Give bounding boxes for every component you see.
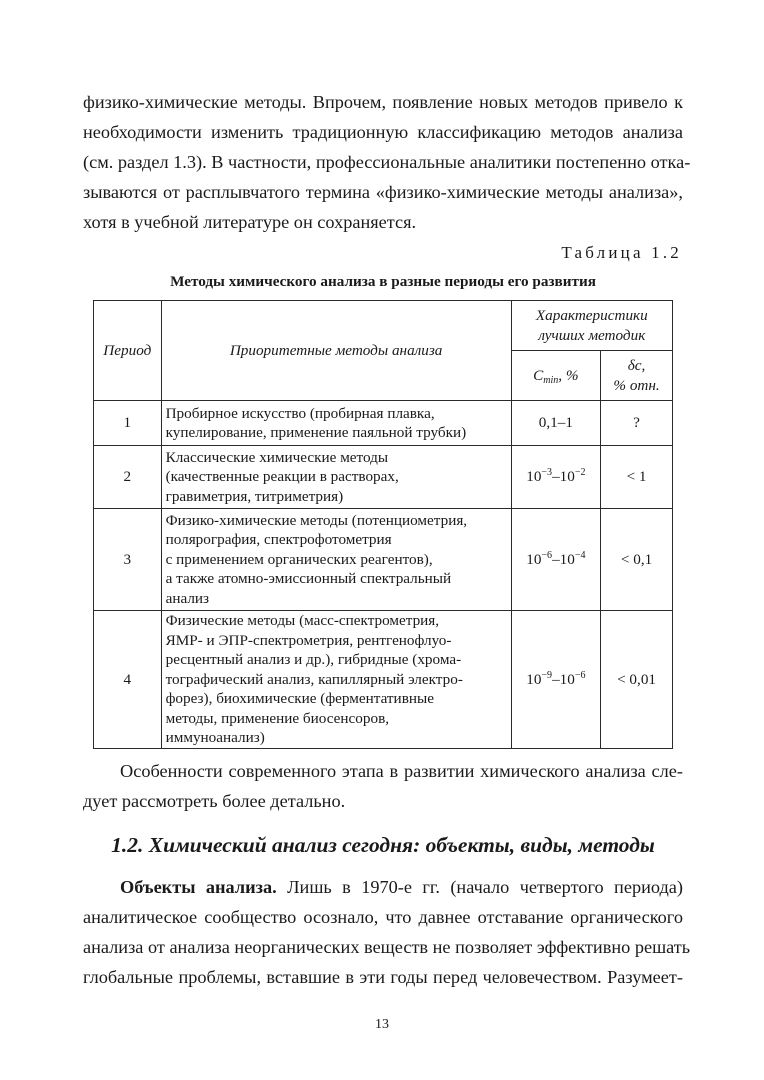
cell-dc: ? — [601, 401, 673, 446]
cell-methods-line: ресцентный анализ и др.), гибридные (хрома- — [165, 651, 462, 669]
methods-table — [93, 300, 673, 749]
header-cmin-subscript: min — [543, 374, 559, 386]
body-text-line: анализа от анализа неорганических веществ не позволяет эффективно решать — [83, 937, 691, 957]
cell-cmin — [511, 611, 600, 749]
cmin-dash: – — [552, 468, 560, 486]
cmin-dash: – — [552, 670, 560, 688]
header-cmin — [511, 351, 600, 401]
cmin-base: 10 — [526, 670, 542, 688]
table-row — [94, 509, 673, 611]
cmin-base: 10 — [559, 670, 575, 688]
cmin-exponent: −3 — [541, 467, 553, 479]
cell-cmin — [511, 509, 600, 611]
body-text-line: необходимости изменить традиционную классификацию методов анализа — [83, 122, 683, 142]
header-characteristics-line: Характеристики — [535, 307, 648, 324]
header-characteristics-line: лучших методик — [538, 326, 646, 344]
body-text-line: хотя в учебной литературе он сохраняется. — [83, 212, 417, 232]
cell-methods-line: купелирование, применение паяльной трубки) — [165, 424, 467, 441]
body-text-line — [120, 872, 683, 902]
table-header-row — [94, 301, 673, 351]
cmin-exponent: −9 — [541, 669, 553, 681]
cmin-exponent: −6 — [574, 669, 586, 681]
cell-methods — [161, 401, 511, 446]
cmin-base: 10 — [526, 468, 542, 486]
header-methods: Приоритетные методы анализа — [161, 301, 511, 401]
table-row — [94, 446, 673, 509]
header-cmin-symbol: C — [533, 366, 544, 384]
cmin-exponent: −2 — [574, 467, 586, 479]
cell-methods — [161, 611, 511, 749]
cell-dc: < 0,01 — [601, 611, 673, 749]
paragraph-lead: Объекты анализа. — [120, 877, 277, 897]
cell-methods-line: полярография, спектрофотометрия — [165, 531, 392, 549]
body-text-line: (см. раздел 1.3). В частности, профессиональные аналитики постепенно отка- — [83, 152, 691, 172]
header-dc-line: % отн. — [613, 376, 660, 394]
cmin-exponent: −4 — [574, 549, 586, 561]
cell-methods-line: Пробирное искусство (пробирная плавка, — [165, 404, 435, 422]
header-cmin-unit: , % — [558, 366, 579, 384]
table-row — [94, 611, 673, 749]
cmin-base: 10 — [559, 468, 575, 486]
cell-period: 1 — [94, 401, 162, 446]
cell-cmin: 0,1–1 — [511, 401, 600, 446]
body-text-line: дует рассмотреть более детально. — [83, 791, 346, 811]
cell-dc: < 0,1 — [601, 509, 673, 611]
body-text-line: физико-химические методы. Впрочем, появление новых методов привело к — [83, 92, 683, 112]
body-text-line: аналитическое сообщество осознало, что давнее отставание органического — [83, 907, 683, 927]
table-row — [94, 401, 673, 446]
cell-methods-line: тографический анализ, капиллярный электро- — [165, 670, 463, 688]
cmin-base: 10 — [526, 550, 542, 568]
paragraph-lead-rest: Лишь в 1970-е гг. (начало четвертого периода) — [276, 877, 683, 897]
cell-methods — [161, 446, 511, 509]
cell-methods-line: гравиметрия, титриметрия) — [165, 487, 344, 505]
section-heading: 1.2. Химический анализ сегодня: объекты, виды, методы — [111, 833, 655, 857]
body-text-line: зываются от расплывчатого термина «физико-химические методы анализа», — [83, 182, 683, 202]
cmin-exponent: −6 — [541, 549, 553, 561]
header-period: Период — [94, 301, 162, 401]
cell-period: 4 — [94, 611, 162, 749]
cell-methods-line: форез), биохимические (ферментативные — [165, 690, 434, 708]
header-dc — [601, 351, 673, 401]
table-label: Таблица 1.2 — [561, 243, 682, 262]
cell-dc: < 1 — [601, 446, 673, 509]
cmin-dash: – — [552, 550, 560, 568]
cell-methods-line: ЯМР- и ЭПР-спектрометрия, рентгенофлуо- — [165, 631, 452, 649]
cell-methods-line: иммуноанализ) — [165, 729, 265, 747]
cell-period: 2 — [94, 446, 162, 509]
body-text-line: глобальные проблемы, вставшие в эти годы перед человечеством. Разумеет- — [83, 967, 683, 987]
cmin-base: 10 — [559, 550, 575, 568]
cell-methods — [161, 509, 511, 611]
cell-methods-line: с применением органических реагентов), — [165, 550, 433, 568]
cell-methods-line: (качественные реакции в растворах, — [165, 468, 399, 486]
cell-methods-line: методы, применение биосенсоров, — [165, 709, 390, 727]
cell-cmin — [511, 446, 600, 509]
cell-period: 3 — [94, 509, 162, 611]
page-number: 13 — [375, 1017, 389, 1032]
table-title: Методы химического анализа в разные периоды его развития — [170, 273, 596, 290]
header-dc-line: δc, — [627, 357, 646, 374]
cell-methods-line: а также атомно-эмиссионный спектральный — [165, 570, 452, 588]
cell-methods-line: Физико-химические методы (потенциометрия, — [165, 511, 468, 529]
header-characteristics — [511, 301, 672, 351]
body-text-line: Особенности современного этапа в развитии химического анализа сле- — [120, 761, 683, 781]
cell-methods-line: Физические методы (масс-спектрометрия, — [165, 612, 440, 630]
cell-methods-line: Классические химические методы — [165, 448, 389, 466]
cell-methods-line: анализ — [165, 589, 210, 607]
